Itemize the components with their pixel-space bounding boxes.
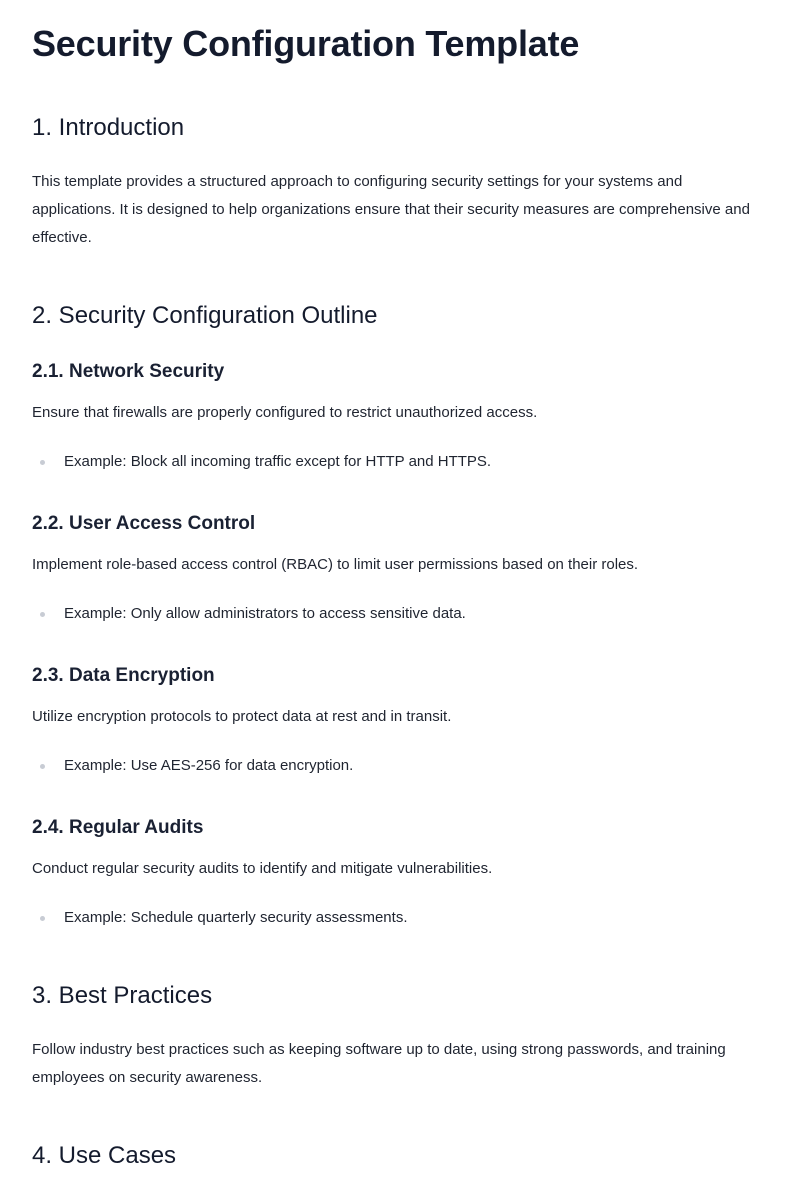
example-text: Example: Only allow administrators to access sensitive data. bbox=[64, 605, 466, 622]
list-item bbox=[32, 754, 768, 778]
subsection-paragraph-regular-audits: Conduct regular security audits to identify and mitigate vulnerabilities. bbox=[32, 860, 493, 877]
document-title: Security Configuration Template bbox=[32, 23, 580, 64]
bullet-icon bbox=[40, 764, 45, 769]
list-item bbox=[32, 906, 768, 930]
subsection-paragraph-network-security: Ensure that firewalls are properly configured to restrict unauthorized access. bbox=[32, 404, 538, 421]
best-practices-paragraph: Follow industry best practices such as keeping software up to date, using strong passwords, and training employees on security awareness. bbox=[32, 1041, 726, 1086]
example-text: Example: Schedule quarterly security assessments. bbox=[64, 909, 408, 926]
bullet-icon bbox=[40, 460, 45, 465]
section-heading-outline: 2. Security Configuration Outline bbox=[32, 302, 378, 329]
list-item bbox=[32, 602, 768, 626]
subsection-heading-regular-audits: 2.4. Regular Audits bbox=[32, 817, 204, 838]
list-item bbox=[32, 450, 768, 474]
introduction-paragraph: This template provides a structured approach to configuring security settings for your systems and applications. It is designed to help organizations ensure that their security measures are comprehensive and effective. bbox=[32, 173, 750, 246]
example-text: Example: Block all incoming traffic except for HTTP and HTTPS. bbox=[64, 453, 492, 470]
section-heading-introduction: 1. Introduction bbox=[32, 114, 185, 141]
section-heading-best-practices: 3. Best Practices bbox=[32, 982, 213, 1009]
subsection-paragraph-user-access-control: Implement role-based access control (RBAC) to limit user permissions based on their roles. bbox=[32, 556, 639, 573]
subsection-heading-data-encryption: 2.3. Data Encryption bbox=[32, 665, 215, 686]
subsection-heading-network-security: 2.1. Network Security bbox=[32, 361, 225, 382]
example-text: Example: Use AES-256 for data encryption. bbox=[64, 757, 354, 774]
subsection-heading-user-access-control: 2.2. User Access Control bbox=[32, 513, 256, 534]
subsection-paragraph-data-encryption: Utilize encryption protocols to protect data at rest and in transit. bbox=[32, 708, 452, 725]
bullet-icon bbox=[40, 612, 45, 617]
section-heading-use-cases: 4. Use Cases bbox=[32, 1142, 177, 1169]
bullet-icon bbox=[40, 916, 45, 921]
